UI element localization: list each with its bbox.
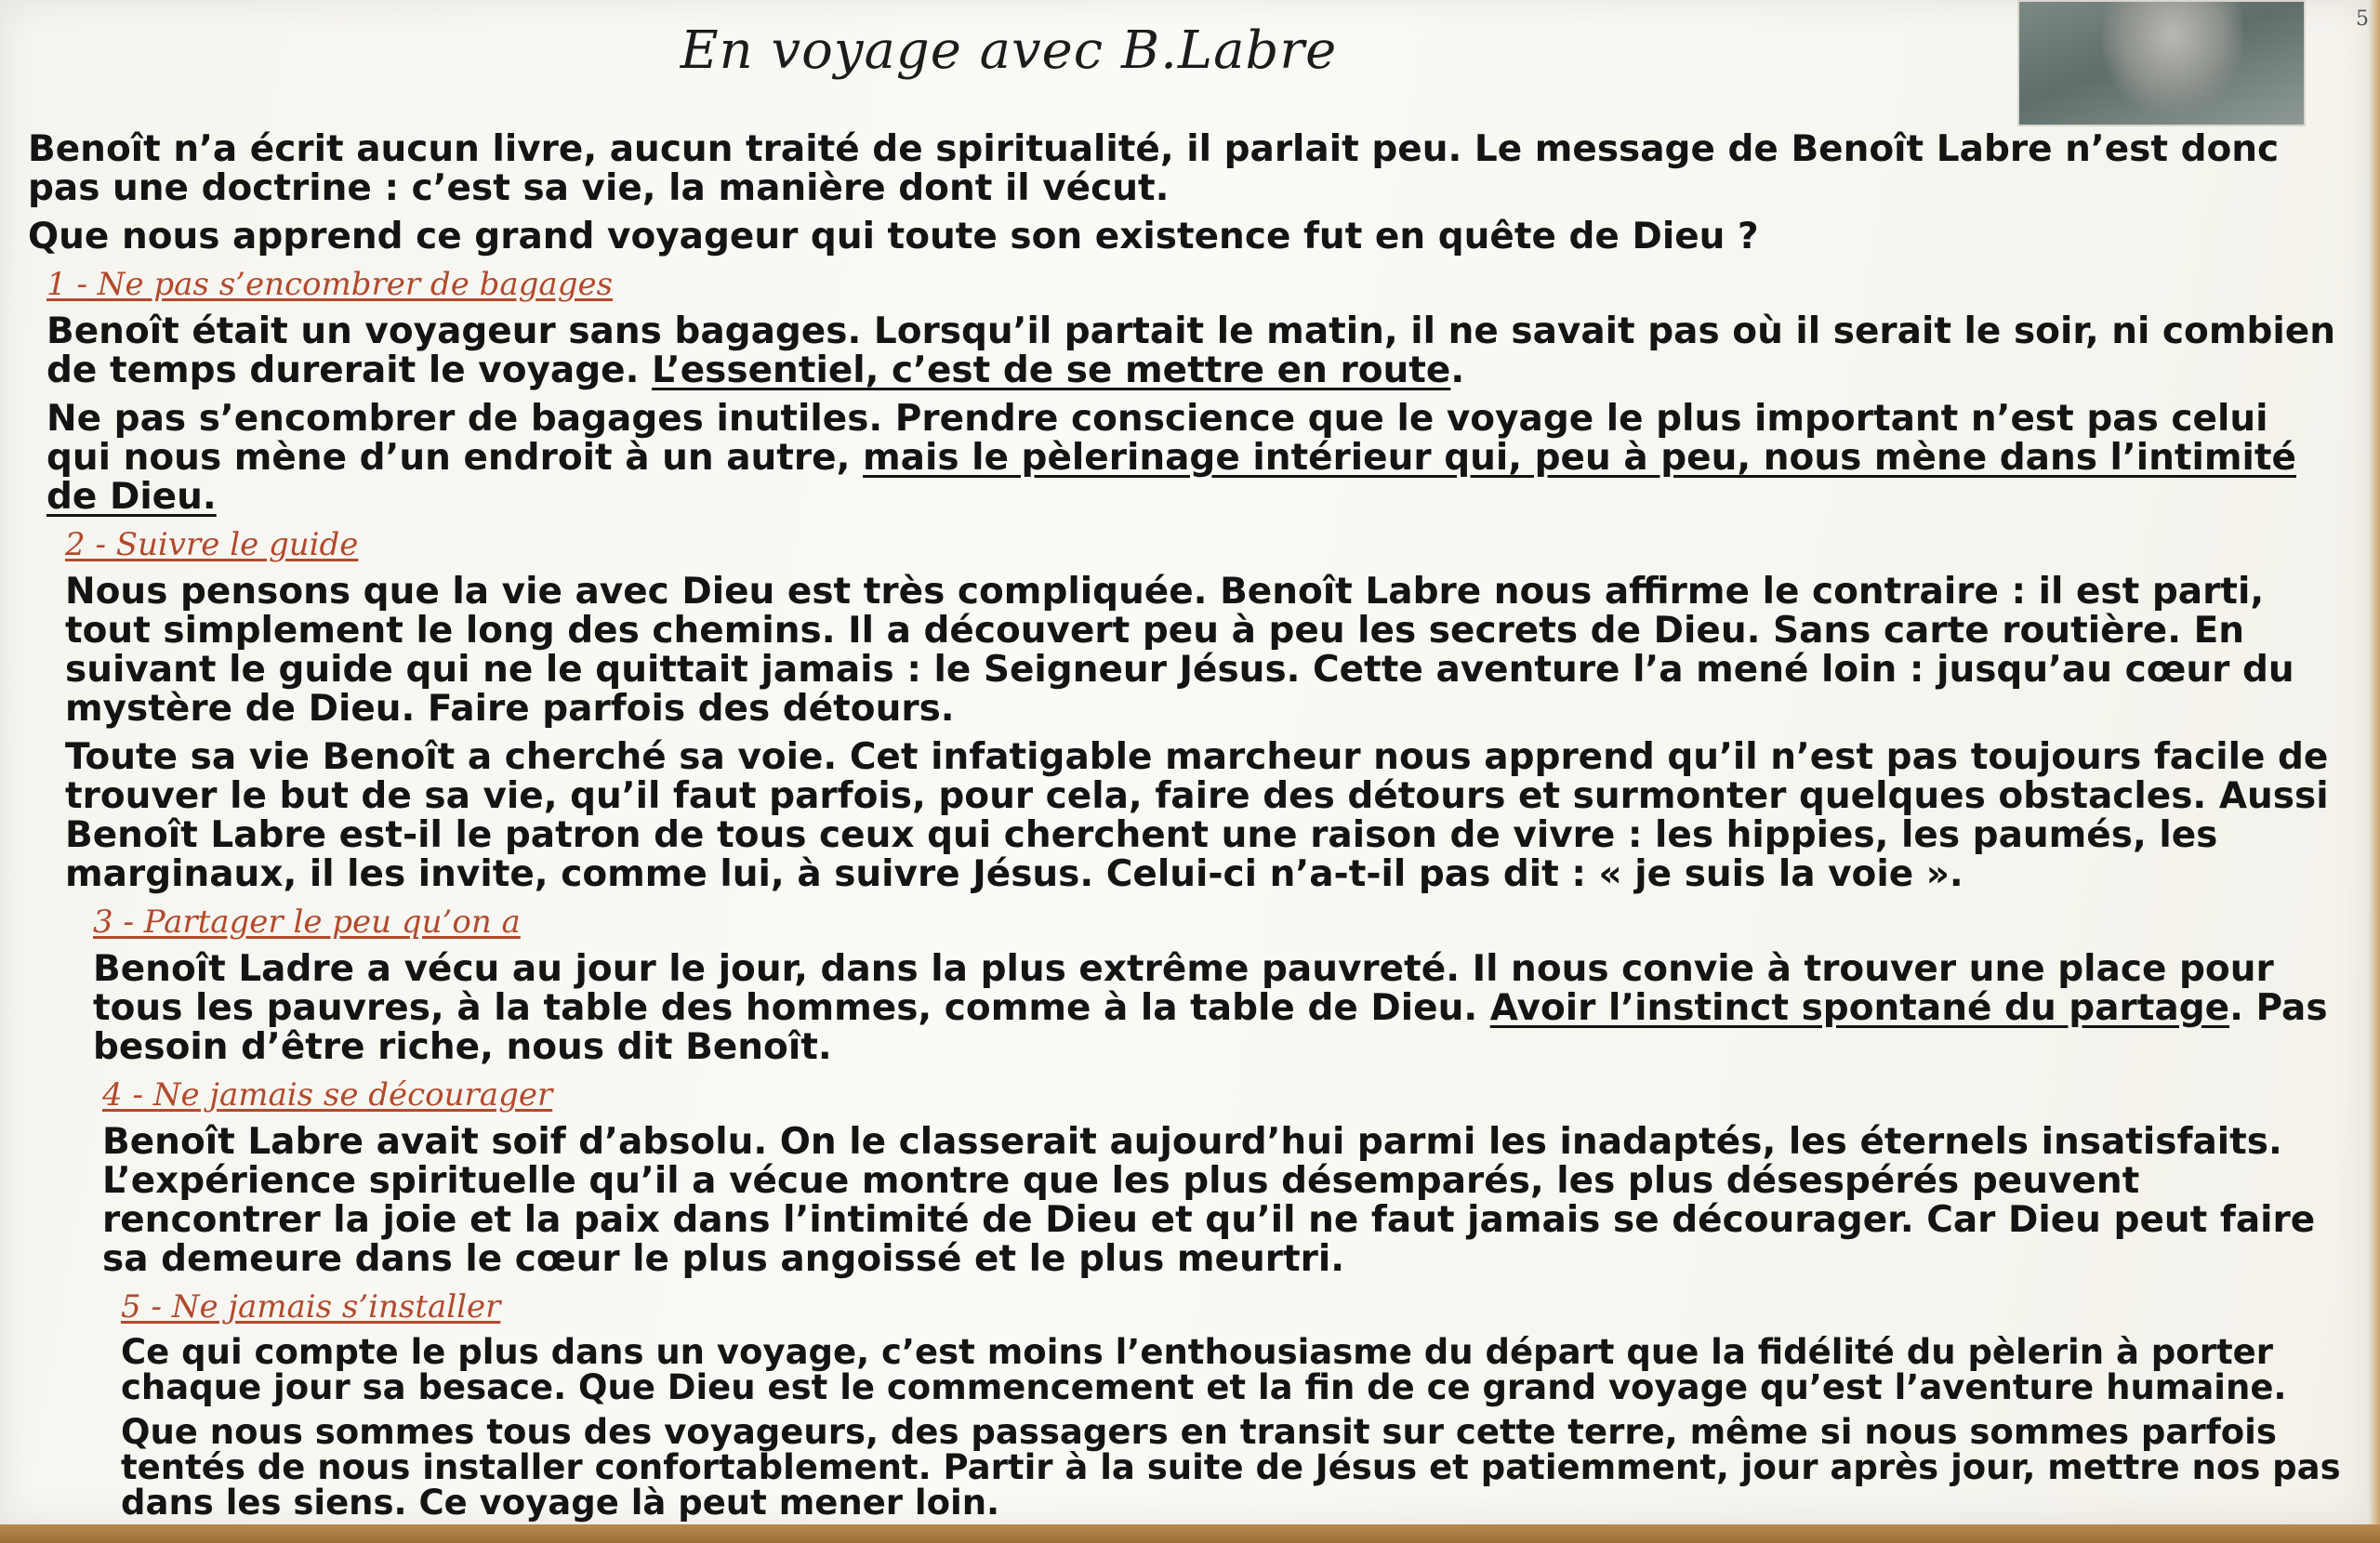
statue-figure [2103,2,2242,113]
section-heading: 3 - Partager le peu qu’on a [93,903,521,941]
section-1 [46,266,2343,517]
section-paragraph [46,400,2343,517]
text-span: Benoît était un voyageur sans bagages. Lorsqu’il partait le matin, il ne savait pas où il serait le soir, ni combien de temps durerait le voyage. [46,310,2335,391]
section-paragraph: Toute sa vie Benoît a cherché sa voie. Cet infatigable marcheur nous apprend qu’il n’est pas toujours facile de trouver le but de sa vie, qu’il faut parfois, pour cela, faire des détours et surmonter quelques obstacles. Aussi Benoît Labre est-il le patron de tous ceux qui cherchent une raison de vivre : les hippies, les paumés, les marginaux, il les invite, comme lui, à suivre Jésus. Celui-ci n’a-t-il pas dit : « je suis la voie ». [65,736,2329,895]
section-heading: 4 - Ne jamais se décourager [102,1076,553,1114]
text-span: . Pas besoin d’être riche, nous dit Benoît. [93,987,2328,1068]
underlined-text: Avoir l’instinct spontané du partage [1489,987,2230,1029]
section-heading: 1 - Ne pas s’encombrer de bagages [46,266,614,303]
section-5 [121,1288,2343,1521]
document-body [28,130,2343,1530]
section-heading: 5 - Ne jamais s’installer [121,1288,501,1325]
section-paragraph: Que nous sommes tous des voyageurs, des passagers en transit sur cette terre, même si nous sommes parfois tentés de nous installer confortablement. Partir à la suite de Jésus et patiemment, jour après jour, mettre nos pas dans les siens. Ce voyage là peut mener loin. [121,1412,2341,1523]
intro-paragraph: Benoît n’a écrit aucun livre, aucun traité de spiritualité, il parlait peu. Le message de Benoît Labre n’est donc pas une doctrine : c’est sa vie, la manière dont il vécut. [28,128,2280,209]
page-title: En voyage avec B.Labre [680,20,1338,81]
section-paragraph: Benoît Labre avait soif d’absolu. On le classerait aujourd’hui parmi les inadaptés, les éternels insatisfaits. L’expérience spirituelle qu’il a vécue montre que les plus désemparés, les plus désespérés peuvent rencontrer la joie et la paix dans l’intimité de Dieu et qu’il ne faut jamais se décourager. Car Dieu peut faire sa demeure dans le cœur le plus angoissé et le plus meurtri. [102,1121,2316,1280]
section-paragraph: Nous pensons que la vie avec Dieu est très compliquée. Benoît Labre nous affirme le contraire : il est parti, tout simplement le long des chemins. Il a découvert peu à peu les secrets de Dieu. Sans carte routière. En suivant le guide qui ne le quittait jamais : le Seigneur Jésus. Cette aventure l’a mené loin : jusqu’au cœur du mystère de Dieu. Faire parfois des détours. [65,571,2294,730]
section-heading: 2 - Suivre le guide [65,526,359,563]
text-span: Ne pas s’encombrer de bagages inutiles. Prendre conscience que le voyage le plus important n’est pas celui qui nous mène d’un endroit à un autre, [46,398,2268,479]
text-span: . [1450,349,1465,391]
statue-photo [2017,0,2306,126]
section-3 [93,903,2343,1067]
section-2 [65,526,2343,894]
page-number: 5 [2356,7,2369,31]
underlined-text: L’essentiel, c’est de se mettre en route [652,349,1451,391]
section-paragraph: Ce qui compte le plus dans un voyage, c’est moins l’enthousiasme du départ que la fidélité du pèlerin à porter chaque jour sa besace. Que Dieu est le commencement et la fin de ce grand voyage qu’est l’aventure humaine. [121,1332,2287,1407]
text-span: Benoît Ladre a vécu au jour le jour, dans la plus extrême pauvreté. Il nous convie à trouver une place pour tous les pauvres, à la table des hommes, comme à la table de Dieu. [93,948,2274,1029]
intro-question: Que nous apprend ce grand voyageur qui toute son existence fut en quête de Dieu ? [28,216,1759,257]
frame-edge-right [2369,0,2380,1543]
section-paragraph [93,950,2343,1067]
intro [28,130,2343,257]
section-paragraph [46,312,2343,390]
underlined-text: mais le pèlerinage intérieur qui, peu à peu, nous mène dans l’intimité de Dieu. [46,437,2296,518]
section-4 [102,1076,2343,1279]
